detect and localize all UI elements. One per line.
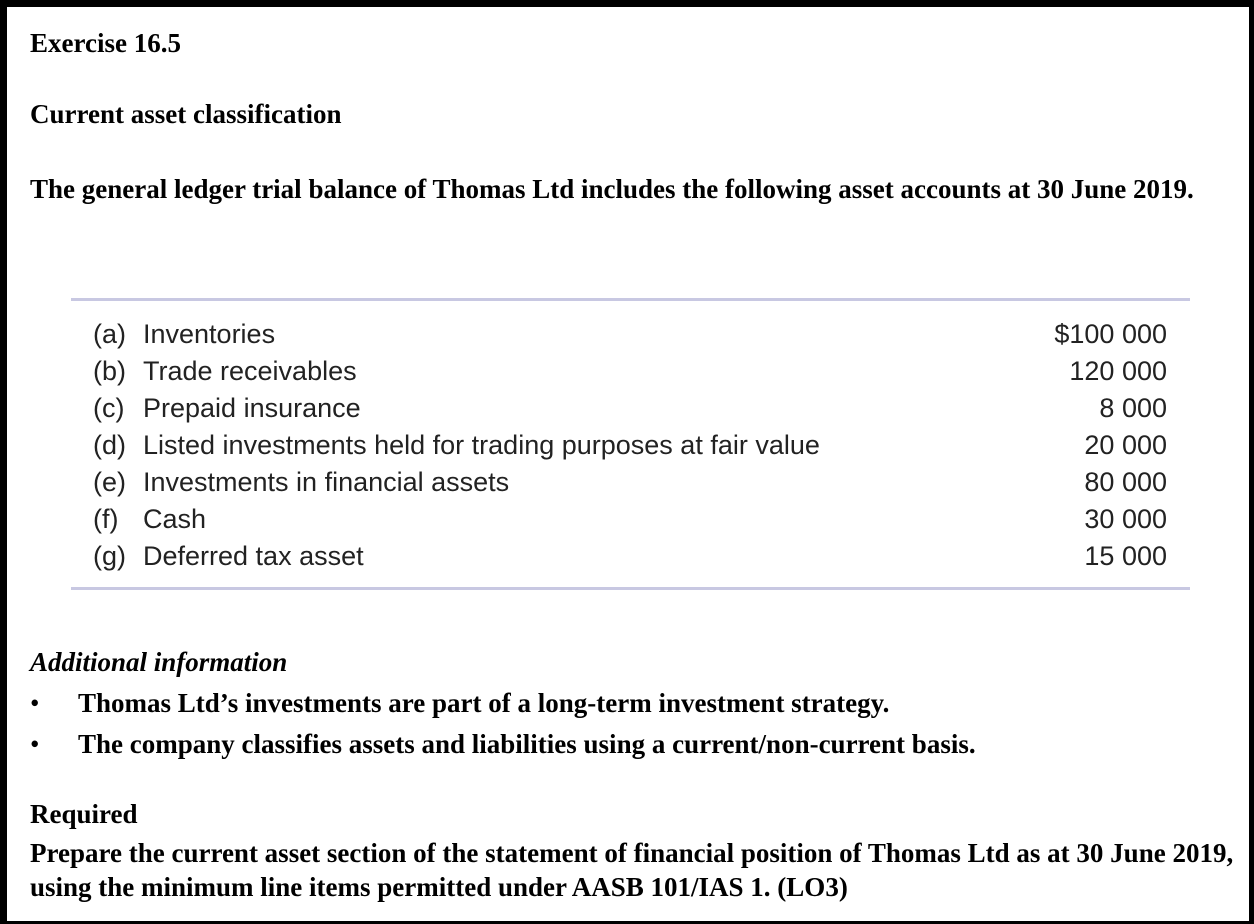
section-title: Current asset classification xyxy=(30,99,342,129)
account-name: Cash xyxy=(143,504,207,534)
account-amount: 30 000 xyxy=(1084,504,1167,534)
list-item xyxy=(30,724,976,765)
required-text: Prepare the current asset section of the statement of financial position of Thomas Ltd as at 30 June 2019, using the minimum line items permitted under AASB 101/IAS 1. (LO3) xyxy=(30,838,1234,902)
table-top-rule xyxy=(71,298,1190,301)
row-letter: (b) xyxy=(93,356,126,386)
exercise-title: Exercise 16.5 xyxy=(30,28,181,58)
account-amount: 80 000 xyxy=(1084,467,1167,497)
bullet-icon: • xyxy=(30,729,40,759)
additional-info-heading: Additional information xyxy=(30,647,288,677)
account-name: Trade receivables xyxy=(143,356,357,386)
required-heading: Required xyxy=(30,799,138,829)
row-letter: (d) xyxy=(93,430,126,460)
row-letter: (g) xyxy=(93,541,126,571)
list-item-text: Thomas Ltd’s investments are part of a long-term investment strategy. xyxy=(78,688,890,718)
list-item-text: The company classifies assets and liabilities using a current/non-current basis. xyxy=(78,729,976,759)
account-amount: $100 000 xyxy=(1054,319,1167,349)
account-amount: 8 000 xyxy=(1099,393,1167,423)
account-name: Deferred tax asset xyxy=(143,541,364,571)
account-name: Listed investments held for trading purposes at fair value xyxy=(143,430,820,460)
table-row xyxy=(93,538,1167,575)
table-row xyxy=(93,353,1167,390)
table-row xyxy=(93,316,1167,353)
account-amount: 20 000 xyxy=(1084,430,1167,460)
row-letter: (f) xyxy=(93,504,119,534)
table-row xyxy=(93,427,1167,464)
account-name: Prepaid insurance xyxy=(143,393,361,423)
intro-paragraph: The general ledger trial balance of Thomas Ltd includes the following asset accounts at 30 June 2019. xyxy=(30,174,1194,204)
row-letter: (a) xyxy=(93,319,126,349)
table-row xyxy=(93,501,1167,538)
table-row xyxy=(93,390,1167,427)
additional-info-list xyxy=(30,683,976,765)
bullet-icon: • xyxy=(30,688,40,718)
row-letter: (e) xyxy=(93,467,126,497)
account-amount: 120 000 xyxy=(1069,356,1167,386)
table-row xyxy=(93,464,1167,501)
account-name: Inventories xyxy=(143,319,276,349)
row-letter: (c) xyxy=(93,393,125,423)
account-amount: 15 000 xyxy=(1084,541,1167,571)
accounts-table xyxy=(93,316,1167,575)
list-item xyxy=(30,683,976,724)
table-bottom-rule xyxy=(71,587,1190,590)
account-name: Investments in financial assets xyxy=(143,467,510,497)
